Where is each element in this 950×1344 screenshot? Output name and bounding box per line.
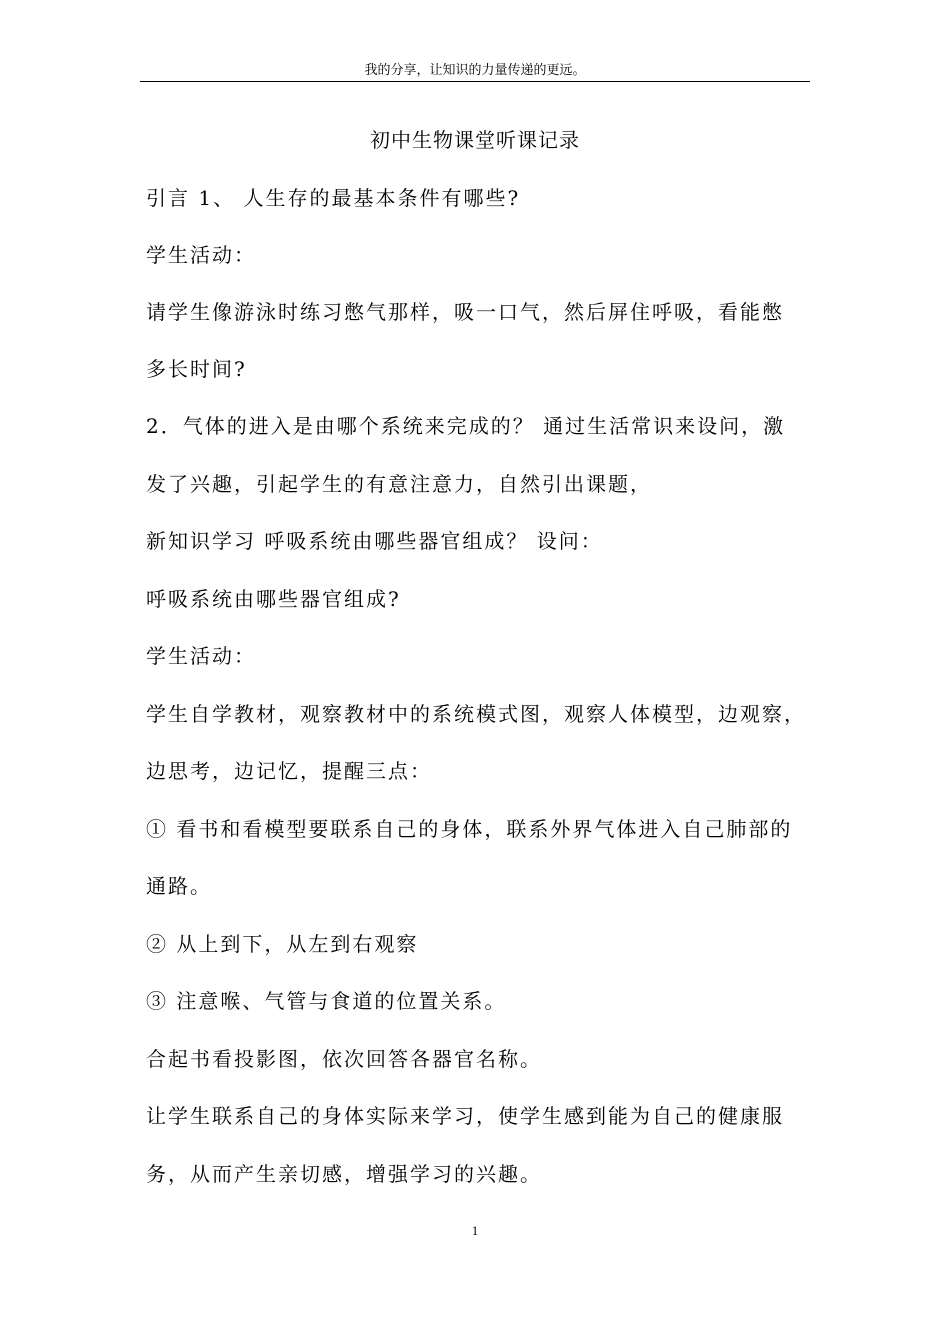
- paragraph-line: 边思考，边记忆，提醒三点：: [146, 759, 432, 783]
- page-number: 1: [471, 1223, 479, 1238]
- document-title: 初中生物课堂听课记录: [370, 128, 580, 152]
- paragraph-line: 引言 1、 人生存的最基本条件有哪些?: [146, 186, 521, 210]
- paragraph-line: 让学生联系自己的身体实际来学习，使学生感到能为自己的健康服: [146, 1104, 784, 1128]
- paragraph-line: ② 从上到下，从左到右观察: [146, 932, 419, 956]
- paragraph-line: 务，从而产生亲切感，增强学习的兴趣。: [146, 1162, 542, 1186]
- header-divider: [140, 81, 810, 82]
- paragraph-line: 合起书看投影图，依次回答各器官名称。: [146, 1047, 542, 1071]
- paragraph-line: ③ 注意喉、气管与食道的位置关系。: [146, 989, 507, 1013]
- paragraph-line: 请学生像游泳时练习憋气那样，吸一口气，然后屏住呼吸，看能憋: [146, 300, 784, 324]
- header-slogan: 我的分享，让知识的力量传递的更远。: [364, 62, 586, 77]
- paragraph-line: 发了兴趣，引起学生的有意注意力，自然引出课题，: [146, 472, 652, 496]
- paragraph-line: 学生活动：: [146, 243, 256, 267]
- paragraph-line: 学生活动：: [146, 644, 256, 668]
- paragraph-line: ① 看书和看模型要联系自己的身体，联系外界气体进入自己肺部的: [146, 817, 793, 841]
- paragraph-line: 通路。: [146, 874, 212, 898]
- paragraph-line: 多长时间?: [146, 357, 247, 381]
- paragraph-line: 2．气体的进入是由哪个系统来完成的？ 通过生活常识来设问，激: [146, 414, 786, 438]
- paragraph-line: 呼吸系统由哪些器官组成?: [146, 587, 401, 611]
- paragraph-line: 学生自学教材，观察教材中的系统模式图，观察人体模型，边观察，: [146, 702, 806, 726]
- paragraph-line: 新知识学习 呼吸系统由哪些器官组成？ 设问：: [146, 529, 603, 553]
